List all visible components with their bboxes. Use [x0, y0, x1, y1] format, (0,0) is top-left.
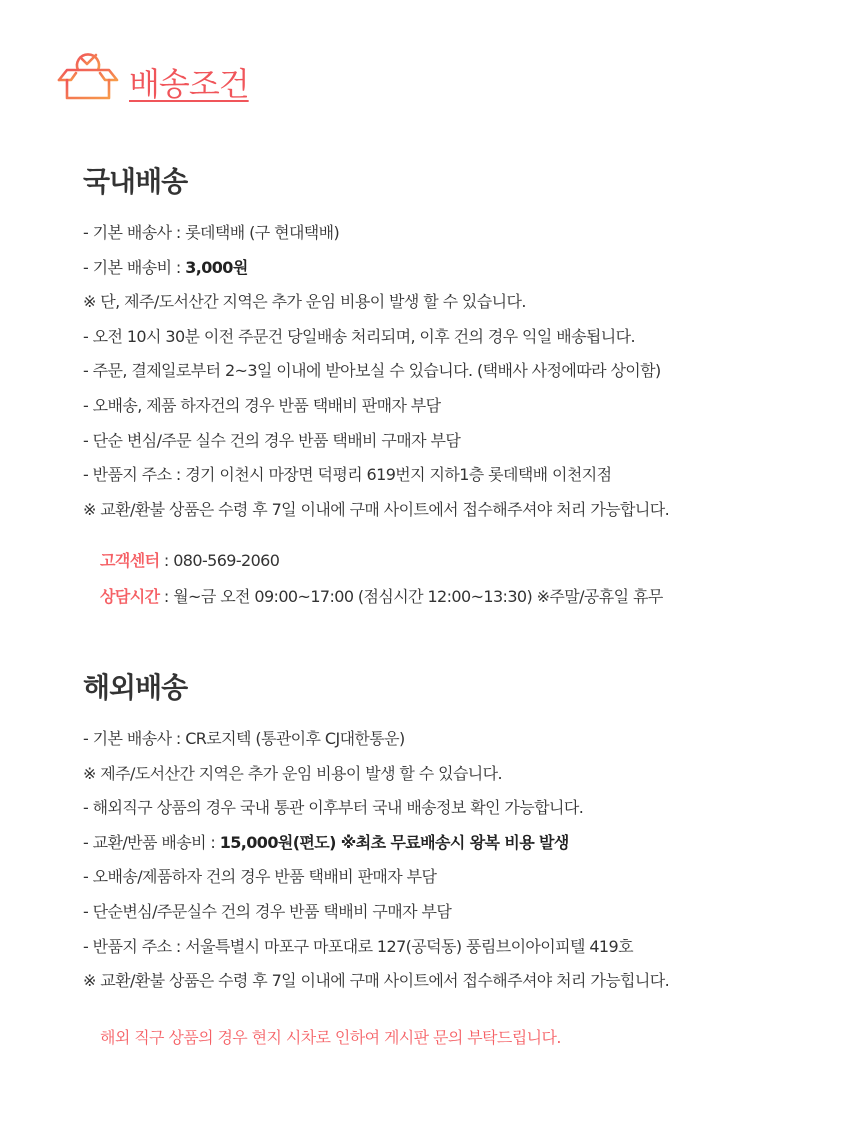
- info-line: [83, 757, 669, 792]
- info-line: [83, 493, 669, 528]
- page-header: [55, 48, 249, 104]
- info-line: [83, 722, 669, 757]
- overseas-note: 해외 직구 상품의 경우 현지 시차로 인하여 게시판 문의 부탁드립니다.: [100, 1027, 561, 1047]
- info-text: - 교환/반품 배송비 :: [83, 832, 220, 852]
- consult-hours-line: [100, 579, 669, 615]
- info-line: [83, 964, 669, 999]
- info-line: [83, 320, 669, 355]
- contact-info: [100, 543, 669, 615]
- info-text: - 반품지 주소 : 서울특별시 마포구 마포대로 127(공덕동) 풍림브이아이피텔 419호: [83, 936, 633, 956]
- info-text: - 반품지 주소 : 경기 이천시 마장면 덕평리 619번지 지하1층 롯데택배 이천지점: [83, 465, 612, 485]
- info-line: [83, 930, 669, 965]
- info-text: - 기본 배송사 : 롯데택배 (구 현대택배): [83, 223, 340, 242]
- domestic-shipping-section: [83, 166, 669, 615]
- info-line: [83, 791, 669, 826]
- info-text: ※ 교환/환불 상품은 수령 후 7일 이내에 구매 사이트에서 접수해주셔야 처리 가능힙니다.: [83, 971, 670, 991]
- info-text: - 오배송, 제품 하자건의 경우 반품 택배비 판매자 부담: [83, 395, 441, 415]
- info-line: [83, 389, 669, 424]
- delivery-box-check-icon: [55, 48, 121, 104]
- info-line: [83, 860, 669, 895]
- info-text: - 단순변심/주문실수 건의 경우 반품 택배비 구매자 부담: [83, 901, 452, 921]
- info-text: - 단순 변심/주문 실수 건의 경우 반품 택배비 구매자 부담: [83, 430, 461, 450]
- info-text: - 해외직구 상품의 경우 국내 통관 이후부터 국내 배송정보 확인 가능합니다.: [83, 798, 584, 818]
- info-text: - 오배송/제품하자 건의 경우 반품 택배비 판매자 부담: [83, 867, 437, 887]
- customer-center-label: 고객센터: [100, 551, 160, 571]
- info-text: - 기본 배송사 : CR로지텍 (통관이후 CJ대한통운): [83, 729, 405, 748]
- domestic-heading: 국내배송: [83, 165, 188, 198]
- consult-hours-value: : 월~금 오전 09:00~17:00 (점심시간 12:00~13:30) ※주말/공휴일 휴무: [159, 587, 663, 607]
- info-line: [83, 826, 669, 861]
- customer-center-line: [100, 543, 669, 579]
- info-line: [83, 285, 669, 320]
- info-text: ※ 단, 제주/도서산간 지역은 추가 운임 비용이 발생 할 수 있습니다.: [83, 292, 526, 312]
- info-line: [83, 895, 669, 930]
- overseas-heading: 해외배송: [83, 671, 188, 704]
- info-text: ※ 제주/도서산간 지역은 추가 운임 비용이 발생 할 수 있습니다.: [83, 763, 503, 783]
- overseas-shipping-section: [83, 672, 669, 1048]
- info-line: [83, 424, 669, 459]
- info-line: [83, 216, 669, 251]
- info-text: - 기본 배송비 :: [83, 257, 186, 277]
- info-line: [83, 251, 669, 286]
- customer-center-phone: : 080-569-2060: [159, 551, 280, 571]
- info-line: [83, 458, 669, 493]
- page-title: 배송조건: [129, 65, 249, 103]
- info-emphasis: 15,000원(편도) ※최초 무료배송시 왕복 비용 발생: [219, 832, 569, 852]
- info-text: ※ 교환/환불 상품은 수령 후 7일 이내에 구매 사이트에서 접수해주셔야 처리 가능합니다.: [83, 499, 670, 519]
- info-text: - 주문, 결제일로부터 2~3일 이내에 받아보실 수 있습니다. (택배사 사정에따라 상이함): [83, 361, 661, 381]
- consult-hours-label: 상담시간: [100, 587, 160, 607]
- info-emphasis: 3,000원: [185, 257, 248, 277]
- info-line: [83, 354, 669, 389]
- info-text: - 오전 10시 30분 이전 주문건 당일배송 처리되며, 이후 건의 경우 익일 배송됩니다.: [83, 326, 635, 346]
